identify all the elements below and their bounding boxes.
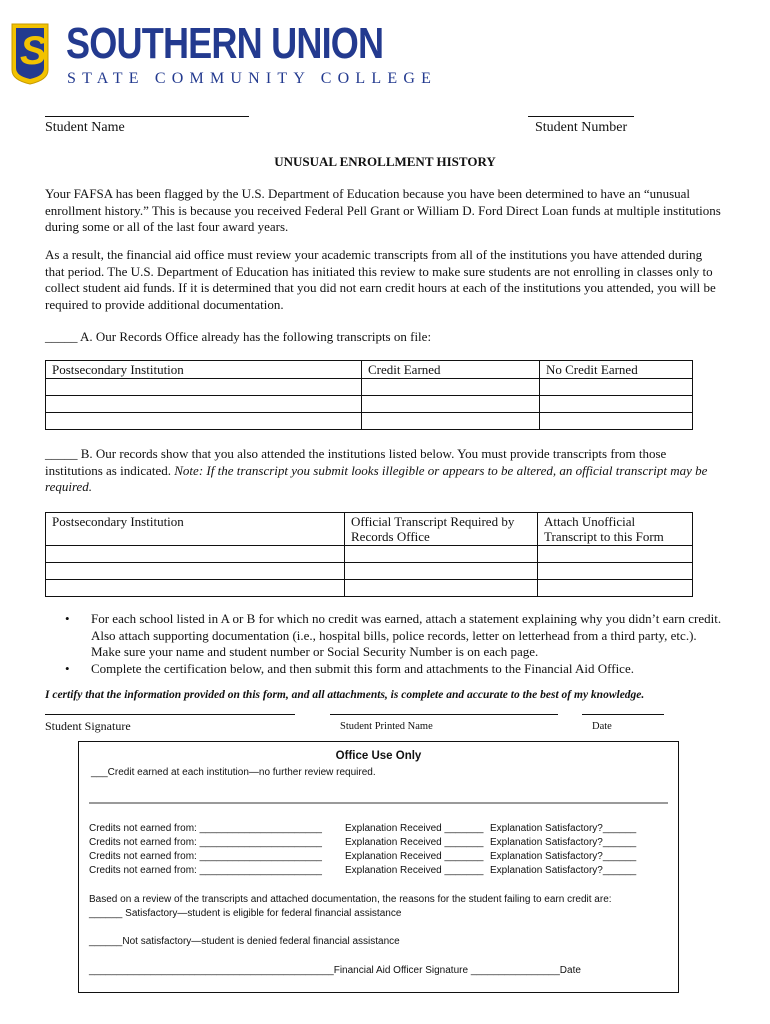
explanation-received-field: Explanation Received _______ (345, 837, 484, 848)
table-cell[interactable] (538, 546, 693, 563)
college-logo (10, 22, 50, 86)
date-field[interactable] (582, 714, 664, 715)
no-review-line: ___Credit earned at each institution—no further review required. (91, 767, 376, 778)
divider (89, 802, 668, 804)
table-cell[interactable] (362, 379, 540, 396)
table-cell[interactable] (362, 396, 540, 413)
student-name-field[interactable] (45, 116, 249, 117)
college-name: SOUTHERN UNION (66, 19, 384, 68)
table-cell[interactable] (46, 546, 345, 563)
review-basis-text: Based on a review of the transcripts and attached documentation, the reasons for the student failing to earn credit are: (89, 894, 612, 905)
student-signature-field[interactable] (45, 714, 295, 715)
form-title: UNUSUAL ENROLLMENT HISTORY (274, 154, 496, 169)
explanation-received-field: Explanation Received _______ (345, 851, 484, 862)
table-cell[interactable] (540, 413, 693, 430)
not-satisfactory-option: ______Not satisfactory—student is denied federal financial assistance (89, 936, 400, 947)
table-header-credit-earned: Credit Earned (362, 361, 540, 379)
intro-paragraph: Your FAFSA has been flagged by the U.S. Department of Education because you have been determined to have an “unusual enrollment history.” This is because you received Federal Pell Grant or William D. Ford Direct Loan funds at multiple institutions during some or all of the last four award years. (45, 186, 721, 234)
list-item: • For each school listed in A or B for which no credit was earned, attach a statement explaining why you didn’t earn credit. Also attach supporting documentation (i.e., hospital bills, police records, letter on letterhead from a third party, etc.). Make sure your name and student number or Social Security Number is on each page. (45, 611, 723, 661)
explanation-satisfactory-field: Explanation Satisfactory?______ (490, 837, 637, 848)
table-header-official-transcript: Official Transcript Required by Records Office (345, 513, 538, 546)
credits-not-earned-label: Credits not earned from: ______________________ (89, 851, 322, 862)
table-row (46, 546, 693, 563)
explanation-satisfactory-field: Explanation Satisfactory?______ (490, 851, 637, 862)
date-label: Date (592, 721, 612, 732)
explanation-received-field: Explanation Received _______ (345, 823, 484, 834)
satisfactory-option: ______ Satisfactory—student is eligible for federal financial assistance (89, 908, 402, 919)
certification-statement: I certify that the information provided on this form, and all attachments, is complete and accurate to the best of my knowledge. (45, 689, 645, 701)
table-row (46, 396, 693, 413)
table-header-institution: Postsecondary Institution (46, 513, 345, 546)
logo-letter: S (20, 29, 47, 73)
section-b-table (45, 512, 693, 597)
student-signature-label: Student Signature (45, 719, 131, 733)
list-item: • Complete the certification below, and then submit this form and attachments to the Financial Aid Office. (45, 661, 723, 678)
table-row (46, 580, 693, 597)
table-cell[interactable] (46, 413, 362, 430)
table-header-unofficial-transcript: Attach Unofficial Transcript to this Form (538, 513, 693, 546)
table-cell[interactable] (540, 396, 693, 413)
table-header-no-credit-earned: No Credit Earned (540, 361, 693, 379)
section-b-instructions: _____ B. Our records show that you also attended the institutions listed below. You must provide transcripts from those institutions as indicated. (45, 446, 667, 478)
credits-not-earned-label: Credits not earned from: ______________________ (89, 823, 322, 834)
table-header-institution: Postsecondary Institution (46, 361, 362, 379)
table-row (46, 563, 693, 580)
section-a-text: _____ A. Our Records Office already has the following transcripts on file: (45, 329, 432, 344)
explanation-satisfactory-field: Explanation Satisfactory?______ (490, 823, 637, 834)
office-use-title: Office Use Only (335, 750, 422, 762)
college-subtitle: STATE COMMUNITY COLLEGE (67, 70, 438, 87)
table-cell[interactable] (46, 563, 345, 580)
table-cell[interactable] (538, 580, 693, 597)
section-a-table (45, 360, 693, 430)
credits-not-earned-label: Credits not earned from: ______________________ (89, 837, 322, 848)
student-printed-name-label: Student Printed Name (340, 721, 433, 732)
instruction-list (45, 611, 723, 677)
section-b-text (45, 446, 723, 496)
table-row (46, 413, 693, 430)
student-number-label: Student Number (535, 120, 628, 135)
explanation-received-field: Explanation Received _______ (345, 865, 484, 876)
office-use-box (78, 741, 679, 993)
section-b-note: Note: If the transcript you submit looks illegible or appears to be altered, an official transcript may be required. (45, 462, 708, 494)
table-row (46, 379, 693, 396)
table-cell[interactable] (46, 379, 362, 396)
explanation-satisfactory-field: Explanation Satisfactory?______ (490, 865, 637, 876)
student-name-label: Student Name (45, 120, 125, 135)
student-number-field[interactable] (528, 116, 634, 117)
table-cell[interactable] (538, 563, 693, 580)
table-cell[interactable] (345, 546, 538, 563)
financial-aid-officer-signature-line: ____________________________________________Financial Aid Officer Signature ________________Date (89, 965, 581, 976)
table-cell[interactable] (46, 580, 345, 597)
table-cell[interactable] (345, 580, 538, 597)
table-cell[interactable] (540, 379, 693, 396)
credits-not-earned-label: Credits not earned from: ______________________ (89, 865, 322, 876)
table-cell[interactable] (345, 563, 538, 580)
student-printed-name-field[interactable] (330, 714, 558, 715)
table-cell[interactable] (362, 413, 540, 430)
table-cell[interactable] (46, 396, 362, 413)
review-paragraph: As a result, the financial aid office must review your academic transcripts from all of the institutions you have attended during that period. The U.S. Department of Education has initiated this review to make sure students are not enrolling in classes only to collect student aid funds. If it is determined that you did not earn credit hours at each of the institutions you attended, you will be required to provide additional documentation. (45, 247, 716, 312)
